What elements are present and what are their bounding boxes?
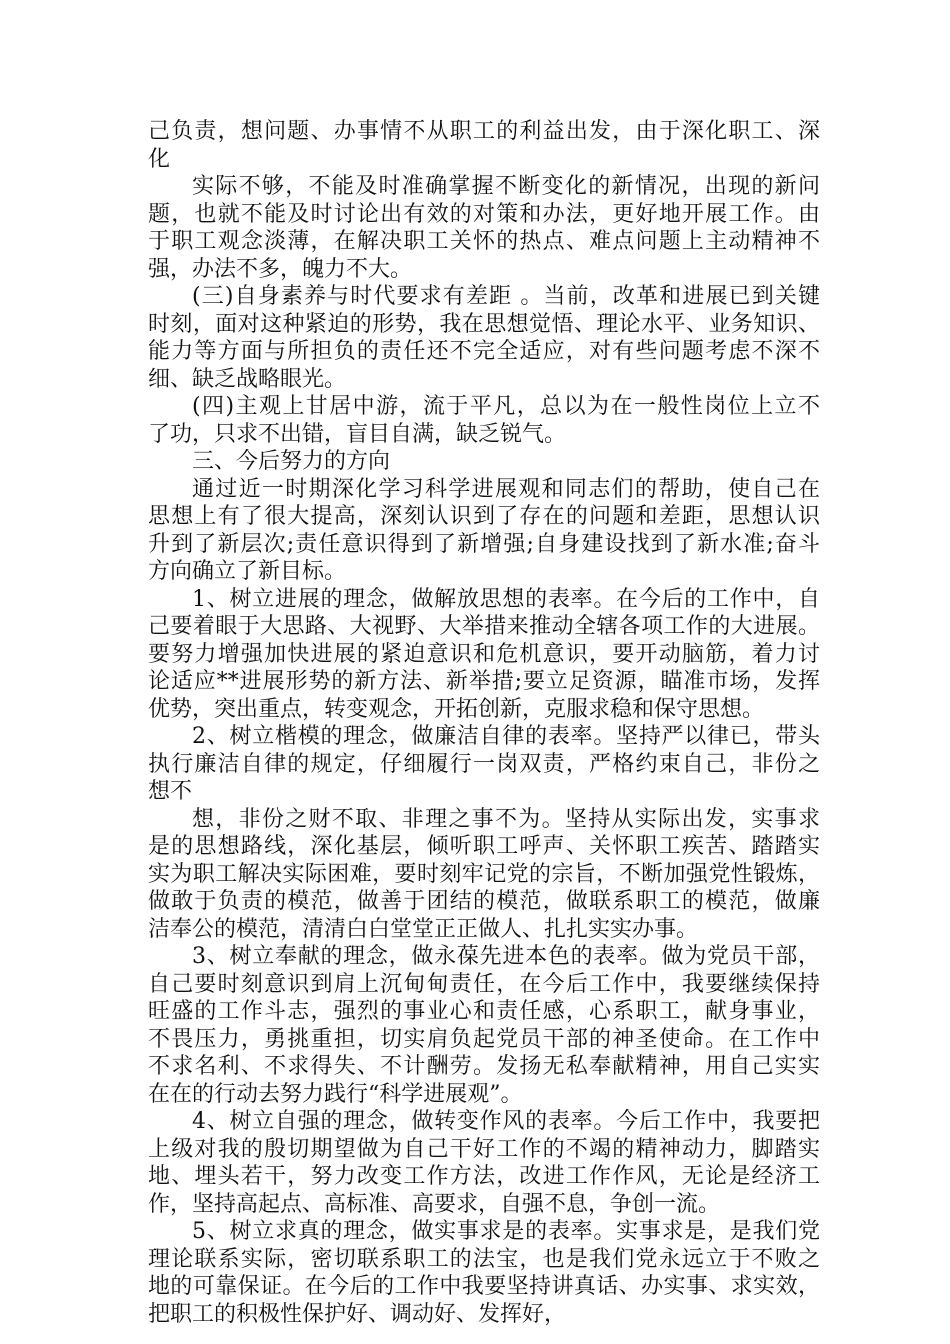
text-line: 旺盛的工作斗志，强烈的事业心和责任感，心系职工，献身事业， [148,999,820,1024]
text-line: 5、树立求真的理念，做实事求是的表率。实事求是，是我们党 [192,1219,820,1244]
text-line: 了功，只求不出错，盲目自满，缺乏锐气。 [148,421,567,447]
text-line: 于职工观念淡薄，在解决职工关怀的热点、难点问题上主动精神不 [148,229,820,254]
text-line: 通过近一时期深化学习科学进展观和同志们的帮助，使自己在 [192,476,820,502]
text-line: 强，办法不多，魄力不大。 [148,256,413,282]
text-line: 要努力增强加快进展的紧迫意识和危机意识，要开动脑筋，着力讨 [148,641,820,667]
text-line: 时刻，面对这种紧迫的形势，我在思想觉悟、理论水平、业务知识、 [148,311,820,337]
text-line: 3、树立奉献的理念，做永葆先进本色的表率。做为党员干部， [192,944,820,969]
text-line: 是的思想路线，深化基层，倾听职工呼声、关怀职工疾苦、踏踏实 [148,834,820,859]
text-line: 己负责，想问题、办事情不从职工的利益出发，由于深化职工、深 [148,119,820,144]
text-line: 4、树立自强的理念，做转变作风的表率。今后工作中，我要把 [192,1109,820,1134]
document-body [148,118,820,1328]
text-line: 2、树立楷模的理念，做廉洁自律的表率。坚持严以律已，带头 [192,724,820,749]
text-line: (三)自身素养与时代要求有差距 。当前，改革和进展已到关键 [192,284,820,309]
text-line: 升到了新层次;责任意识得到了新增强;自身建设找到了新水准;奋斗 [148,531,820,557]
text-line: 实际不够，不能及时准确掌握不断变化的新情况，出现的新问 [192,174,820,199]
text-line: 细、缺乏战略眼光。 [148,366,347,392]
text-line: 想不 [148,779,193,804]
text-line: 化 [148,146,171,172]
text-line: 思想上有了很大提高，深刻认识到了存在的问题和差距，思想认识 [148,504,820,529]
text-line: 把职工的积极性保护好、调动好、发挥好， [148,1301,567,1327]
text-line: 实为职工解决实际困难，要时刻牢记党的宗旨，不断加强党性锻炼， [148,861,820,887]
text-line: 在在的行动去努力践行“科学进展观”。 [148,1081,523,1107]
text-line: (四)主观上甘居中游，流于平凡，总以为在一般性岗位上立不 [192,394,820,419]
text-line: 题，也就不能及时讨论出有效的对策和办法，更好地开展工作。由 [148,201,820,227]
text-line: 方向确立了新目标。 [148,559,347,584]
text-line: 优势，突出重点，转变观念，开拓创新，克服求稳和保守思想。 [148,696,765,722]
text-line: 理论联系实际，密切联系职工的法宝，也是我们党永远立于不败之 [148,1246,820,1272]
text-line: 想，非份之财不取、非理之事不为。坚持从实际出发，实事求 [192,806,820,832]
text-line: 能力等方面与所担负的责任还不完全适应，对有些问题考虑不深不 [148,339,820,364]
text-line: 1、树立进展的理念，做解放思想的表率。在今后的工作中，自 [192,586,820,612]
text-line: 做敢于负责的模范，做善于团结的模范，做联系职工的模范，做廉 [148,889,820,914]
text-line: 论适应**进展形势的新方法、新举措;要立足资源，瞄准市场，发挥 [148,669,820,694]
text-line: 洁奉公的模范，清清白白堂堂正正做人、扎扎实实办事。 [148,916,699,942]
text-line: 执行廉洁自律的规定，仔细履行一岗双责，严格约束自己，非份之 [148,751,820,777]
text-line: 不畏压力，勇挑重担，切实肩负起党员干部的神圣使命。在工作中 [148,1026,820,1052]
text-line: 三、今后努力的方向 [192,449,391,474]
text-line: 己要着眼于大思路、大视野、大举措来推动全辖各项工作的大进展。 [148,614,820,639]
text-line: 上级对我的殷切期望做为自己干好工作的不竭的精神动力，脚踏实 [148,1136,820,1162]
text-line: 自己要时刻意识到肩上沉甸甸责任，在今后工作中，我要继续保持 [148,971,820,997]
text-line: 地、埋头若干，努力改变工作方法，改进工作作风，无论是经济工 [148,1164,820,1189]
text-line: 地的可靠保证。在今后的工作中我要坚持讲真话、办实事、求实效， [148,1274,820,1299]
text-line: 不求名利、不求得失、不计酬劳。发扬无私奉献精神，用自己实实 [148,1054,820,1079]
text-line: 作，坚持高起点、高标准、高要求，自强不息，争创一流。 [148,1191,721,1217]
